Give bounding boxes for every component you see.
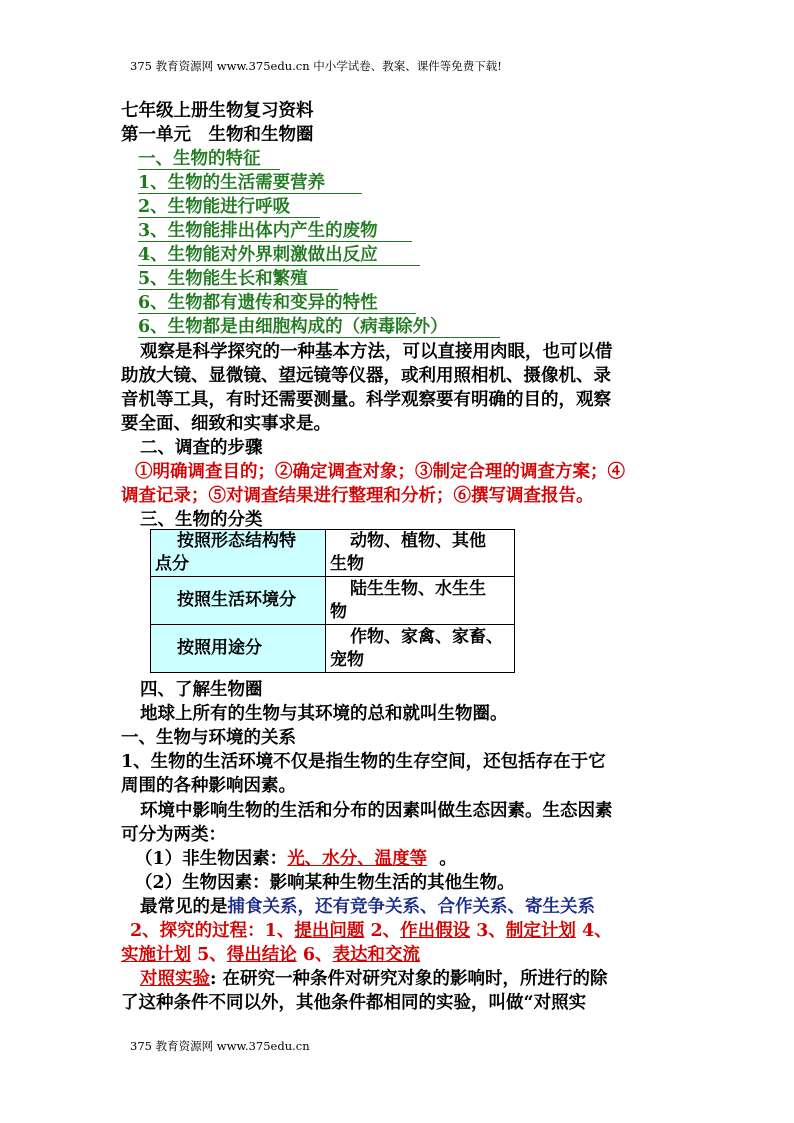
paragraph-line: 观察是科学探究的一种基本方法，可以直接用肉眼，也可以借	[140, 342, 613, 362]
page-footer: 375 教育资源网 www.375edu.cn	[130, 1039, 310, 1053]
trait-item: 4、生物能对外界刺激做出反应	[138, 244, 420, 266]
section-heading-classification: 三、生物的分类	[140, 510, 263, 530]
section-heading-biosphere: 四、了解生物圈	[140, 680, 263, 700]
control-experiment-term: 对照实验	[140, 969, 210, 989]
section-heading-text: 一、生物的特征	[138, 149, 280, 170]
table-row	[151, 530, 515, 577]
control-experiment-line: 对照实验: 在研究一种条件对研究对象的影响时，所进行的除	[140, 969, 608, 989]
relation-heading: 一、生物与环境的关系	[121, 728, 296, 748]
trait-item: 6、生物都是由细胞构成的（病毒除外）	[138, 316, 500, 338]
control-experiment-line: 了这种条件不同以外，其他条件都相同的实验，叫做“对照实	[121, 993, 587, 1013]
table-row	[151, 577, 515, 625]
paragraph-line: 助放大镜、显微镜、望远镜等仪器，或利用照相机、摄像机、录	[121, 366, 611, 386]
biosphere-definition: 地球上所有的生物与其环境的总和就叫生物圈。	[140, 704, 508, 724]
biotic-factors-line: （2）生物因素：影响某种生物生活的其他生物。	[135, 873, 515, 893]
unit-heading: 第一单元 生物和生物圈	[121, 125, 314, 145]
survey-steps-line: 调查记录；⑤对调查结果进行整理和分析；⑥撰写调查报告。	[121, 486, 594, 506]
trait-item: 1、生物的生活需要营养	[138, 172, 362, 194]
doc-title: 七年级上册生物复习资料	[121, 101, 314, 121]
paragraph-line: 周围的各种影响因素。	[121, 776, 296, 796]
section-heading-traits	[138, 148, 280, 170]
table-cell-value: 作物、家禽、家畜、 宠物	[326, 625, 515, 673]
paragraph-line: 音机等工具，有时还需要测量。科学观察要有明确的目的，观察	[121, 390, 611, 410]
trait-item: 6、生物都有遗传和变异的特性	[138, 292, 416, 314]
table-cell-value: 动物、植物、其他 生物	[326, 530, 515, 577]
trait-item: 3、生物能排出体内产生的废物	[138, 220, 412, 242]
section-heading-survey: 二、调查的步骤	[140, 438, 263, 458]
table-cell-key: 按照生活环境分	[151, 577, 326, 625]
inquiry-steps-line: 实施计划 5、得出结论 6、表达和交流	[121, 945, 421, 965]
paragraph-line: 1、生物的生活环境不仅是指生物的生存空间，还包括存在于它	[121, 752, 606, 772]
table-cell-value: 陆生生物、水生生 物	[326, 577, 515, 625]
trait-item: 5、生物能生长和繁殖	[138, 268, 338, 290]
paragraph-line: 要全面、细致和实事求是。	[121, 414, 331, 434]
relations-list: 捕食关系，还有竞争关系、合作关系、寄生关系	[227, 897, 595, 917]
table-row	[151, 625, 515, 673]
trait-item: 2、生物能进行呼吸	[138, 196, 320, 218]
survey-steps-line: ①明确调查目的；②确定调查对象；③制定合理的调查方案；④	[135, 462, 625, 482]
abiotic-factors-value: 光、水分、温度等	[287, 849, 428, 869]
abiotic-factors-line: （1）非生物因素：光、水分、温度等 。	[135, 849, 457, 869]
paragraph-line: 环境中影响生物的生活和分布的因素叫做生态因素。生态因素	[140, 801, 613, 821]
inquiry-steps-line: 2、探究的过程：1、提出问题 2、作出假设 3、制定计划 4、	[130, 921, 612, 941]
page-header: 375 教育资源网 www.375edu.cn 中小学试卷、教案、课件等免费下载!	[130, 59, 502, 73]
table-cell-key: 按照用途分	[151, 625, 326, 673]
paragraph-line: 可分为两类：	[121, 825, 226, 845]
classification-table	[150, 529, 515, 673]
relations-line: 最常见的是捕食关系，还有竞争关系、合作关系、寄生关系	[140, 897, 595, 917]
table-cell-key: 按照形态结构特 点分	[151, 530, 326, 577]
